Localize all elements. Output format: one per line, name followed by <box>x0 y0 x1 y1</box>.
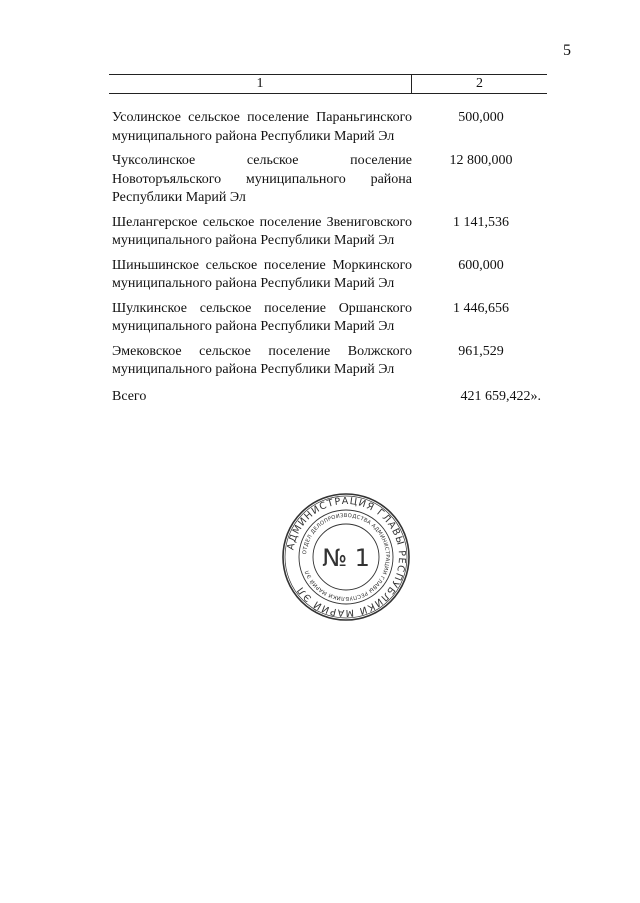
settlement-name: Шиньшинское сельское поселение Моркинского муниципального района Республики Марий Эл <box>112 257 412 291</box>
seal-outer-text: АДМИНИСТРАЦИЯ ГЛАВЫ РЕСПУБЛИКИ МАРИЙ ЭЛ <box>285 495 408 619</box>
budget-table <box>109 74 547 412</box>
table-row <box>109 214 547 251</box>
settlement-name: Эмековское сельское поселение Волжского муниципального района Республики Марий Эл <box>112 343 412 377</box>
settlement-name: Чуксолинское сельское поселение Новоторъяльского муниципального района Республики Марий Эл <box>112 153 412 205</box>
settlement-name: Усолинское сельское поселение Параньгинского муниципального района Республики Марий Эл <box>112 110 412 144</box>
official-seal-stamp <box>281 492 411 622</box>
amount-value: 500,000 <box>458 110 504 125</box>
table-header <box>109 74 547 94</box>
seal-inner-text: ОТДЕЛ ДЕЛОПРОИЗВОДСТВА АДМИНИСТРАЦИИ ГЛАВЫ РЕСПУБЛИКИ МАРИЙ ЭЛ <box>302 512 391 602</box>
seal-center-number: № 1 <box>322 544 370 572</box>
amount-value: 961,529 <box>458 343 504 359</box>
total-row <box>109 388 547 407</box>
amount-value: 600,000 <box>458 257 504 273</box>
seal-graphic <box>281 492 411 622</box>
table-row <box>109 152 547 208</box>
table-body <box>109 109 547 406</box>
settlement-name: Шулкинское сельское поселение Оршанского муниципального района Республики Марий Эл <box>112 300 412 334</box>
page-number: 5 <box>563 42 571 59</box>
column-header-1: 1 <box>109 75 412 93</box>
table-row <box>109 300 547 337</box>
amount-value: 1 141,536 <box>453 214 509 230</box>
column-header-2: 2 <box>476 76 483 91</box>
table-row <box>109 343 547 380</box>
settlement-name: Шелангерское сельское поселение Звениговского муниципального района Республики Марий Эл <box>112 214 412 248</box>
amount-value: 1 446,656 <box>453 300 509 316</box>
amount-value: 12 800,000 <box>449 153 513 168</box>
total-label: Всего <box>112 388 147 404</box>
table-row <box>109 257 547 294</box>
total-value: 421 659,422». <box>460 388 541 404</box>
table-row <box>109 109 547 146</box>
